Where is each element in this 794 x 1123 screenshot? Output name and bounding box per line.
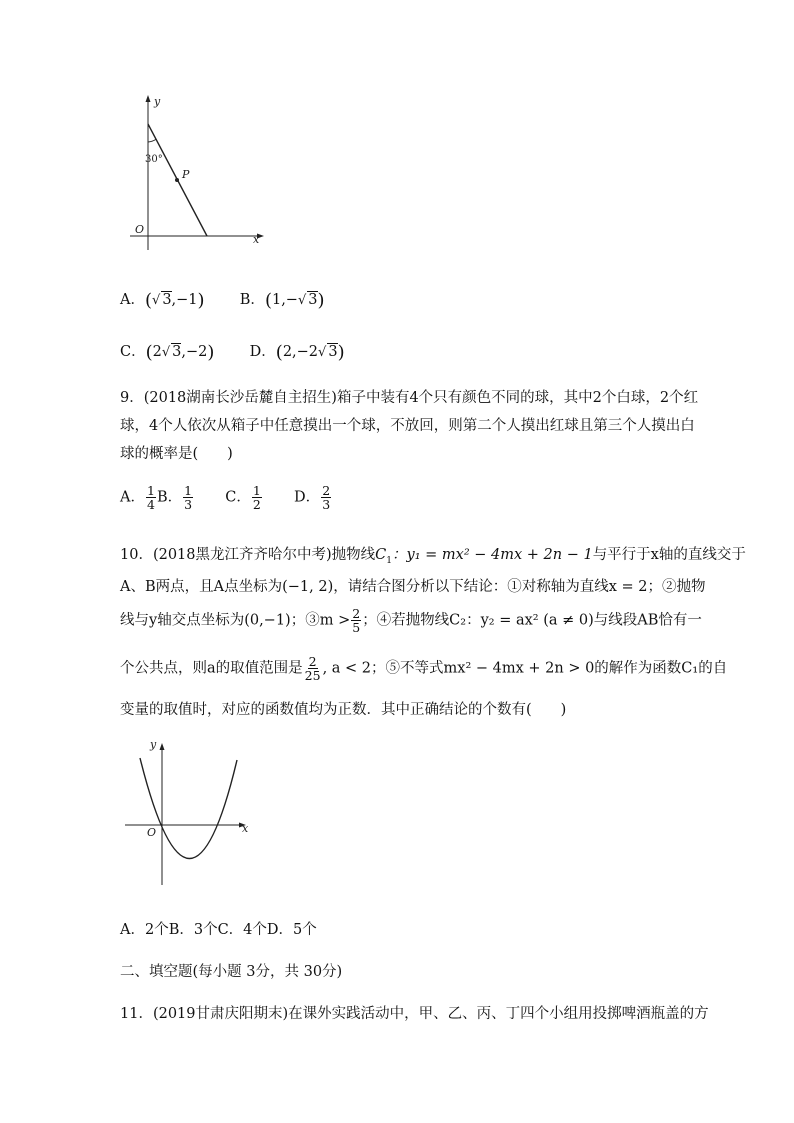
q9-option-c-label: C．	[225, 489, 251, 506]
q8-option-a-y: −1	[176, 292, 198, 308]
q8-option-b-label: B．	[239, 292, 265, 308]
q10-label-y: y	[150, 738, 157, 751]
q8-option-c-y: −2	[186, 344, 208, 360]
q9-options	[120, 484, 332, 511]
q8-label-p: P	[182, 168, 190, 181]
q10-parabola	[140, 758, 237, 859]
q8-label-y: y	[154, 95, 161, 108]
q10-figure	[120, 738, 260, 888]
q10-line-4: 个公共点，则a的取值范围是 $\frac{2}{25}$ , a < 2；⑤不等式mx² − 4mx + 2n > 0的解作为函数C₁的自	[120, 654, 728, 684]
q8-label-x: x	[253, 233, 260, 246]
q8-figure	[130, 90, 270, 255]
section-title-fill-blank: 二、填空题(每小题 3分，共 30分)	[120, 964, 343, 980]
q10-y-arrow	[160, 743, 165, 750]
q10-frac-2-5: $\frac{2}{5}$	[352, 606, 361, 636]
q8-angle-arc	[148, 139, 157, 142]
q8-label-angle: 30°	[145, 154, 163, 165]
q8-options-row-1: A．(√ 3,−1) B．(1,−√ 3)	[120, 290, 325, 311]
q10-line-3: 线与y轴交点坐标为(0,−1)；③m > $\frac{2}{5}$ ；④若抛物线C₂：y₂ = ax² (a ≠ 0)与线段AB恰有一	[120, 606, 702, 636]
q8-option-a-label: A．	[120, 292, 145, 308]
q8-option-a-x: 3	[162, 292, 172, 308]
q10-frac-2-25: $\frac{2}{25}$	[304, 654, 321, 684]
q10-options: A．2个B．3个C．4个D．5个	[120, 922, 317, 938]
q10-line-2: A、B两点，且A点坐标为(−1, 2)，请结合图分析以下结论：①对称轴为直线x = 2；②抛物	[120, 579, 706, 595]
q9-option-c-frac: $\frac{1}{2}$	[252, 483, 261, 513]
q10-line-5: 变量的取值时，对应的函数值均为正数．其中正确结论的个数有( )	[120, 702, 567, 718]
q10-label-x: x	[242, 822, 249, 835]
q9-line-2: 球，4个人依次从箱子中任意摸出一个球，不放回，则第二个人摸出红球且第三个人摸出白	[120, 418, 695, 434]
q9-option-a-frac: $\frac{1}{4}$	[146, 483, 155, 513]
q8-option-c-x-coef: 2	[152, 344, 162, 360]
q10-line-1: 10．(2018黑龙江齐齐哈尔中考)抛物线$C_1$：y₁ = mx² − 4mx + 2n − 1与平行于x轴的直线交于	[120, 547, 746, 566]
q9-option-d-frac: $\frac{2}{3}$	[322, 483, 331, 513]
q8-option-d-x: 2	[282, 344, 293, 360]
q8-option-b-x: 1	[271, 292, 282, 308]
q8-option-d-y: 3	[328, 344, 338, 360]
q9-line-1: 9．(2018湖南长沙岳麓自主招生)箱子中装有4个只有颜色不同的球，其中2个白球，2个红	[120, 390, 699, 406]
q8-label-o: O	[135, 223, 145, 236]
q9-option-d-label: D．	[294, 489, 321, 506]
q10-label-o: O	[147, 826, 157, 839]
q8-option-d-y-coef: −2	[296, 344, 319, 360]
q9-option-a-label: A．	[120, 489, 145, 506]
q8-option-b-y: 3	[308, 292, 318, 308]
q8-option-c-label: C．	[120, 344, 146, 360]
q8-point-p	[175, 178, 179, 182]
q9-option-b-label: B．	[156, 489, 183, 506]
q8-option-c-x: 3	[172, 344, 182, 360]
q9-line-3: 球的概率是( )	[120, 446, 233, 462]
q8-options-row-2: C．(2√ 3,−2) D．(2,−2√ 3)	[120, 342, 345, 363]
q9-option-b-frac: $\frac{1}{3}$	[184, 483, 193, 513]
q8-option-d-label: D．	[249, 344, 276, 360]
q8-y-arrow	[146, 95, 151, 102]
q11-line-1: 11．(2019甘肃庆阳期末)在课外实践活动中，甲、乙、丙、丁四个小组用投掷啤酒瓶盖的方	[120, 1006, 709, 1022]
